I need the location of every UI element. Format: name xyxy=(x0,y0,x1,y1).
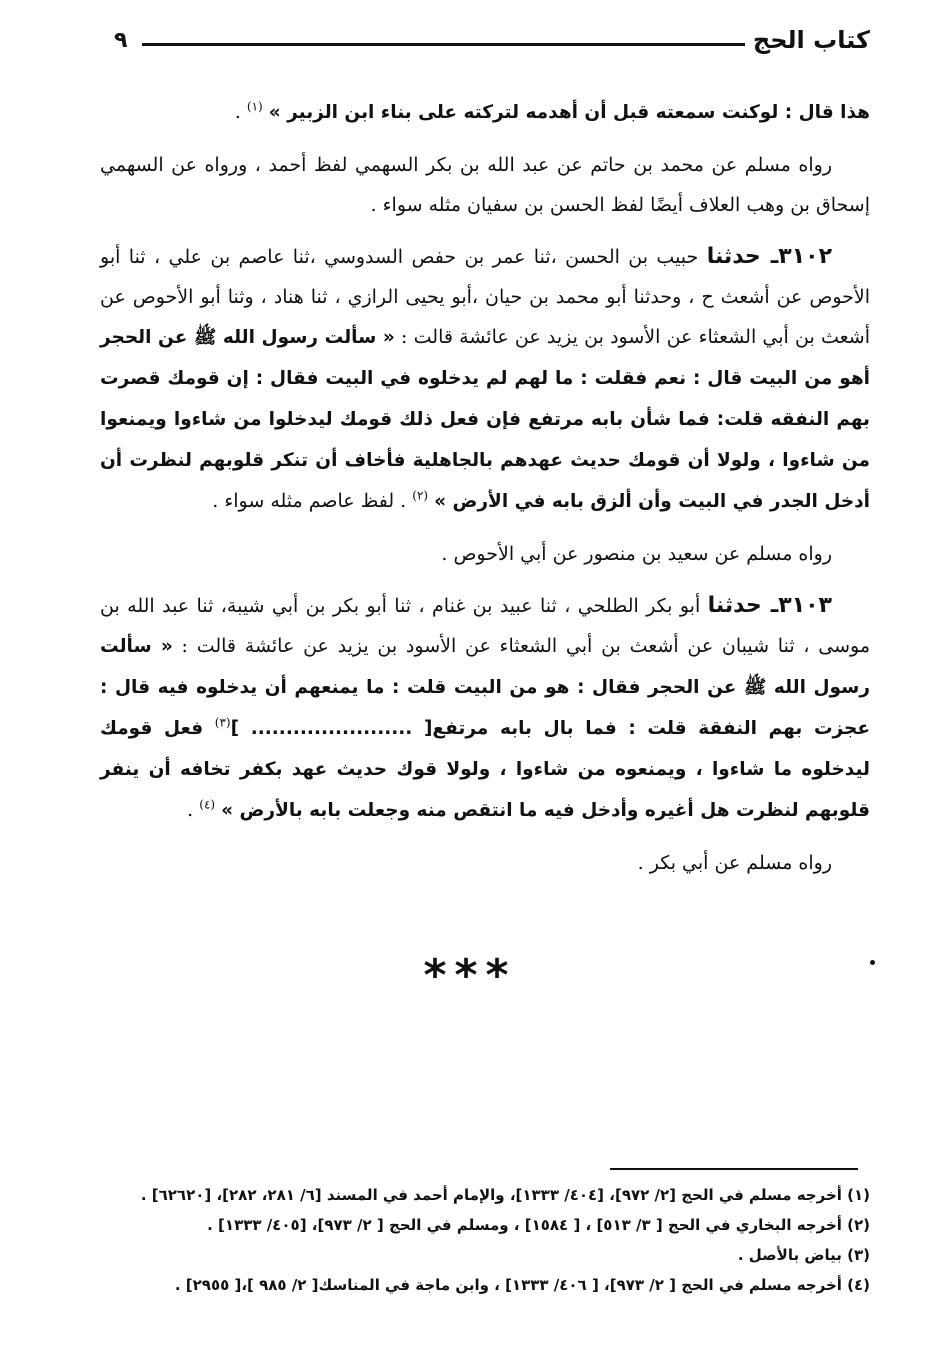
page-header xyxy=(100,26,870,66)
section-divider-stars: *** xyxy=(423,950,517,1001)
footnote-2: (٢) أخرجه البخاري في الحج [ ٣/ ٥١٣] ، [ ١٥٨٤] ، ومسلم في الحج [ ٢/ ٩٧٣]، [٤٠٥/ ١٣٣٣] . xyxy=(207,1216,870,1234)
header-rule xyxy=(142,43,745,46)
paragraph-1 xyxy=(100,92,870,133)
hadith-3103-end: . xyxy=(187,799,194,821)
hadith-3102-matn: « سألت رسول الله ﷺ عن الحجر أهو من البيت قال : نعم فقلت : ما لهم لم يدخلوه في البيت فقال : إن قومك قصرت بهم النفقه قلت: فما شأن بابه مرتفع فإن فعل ذلك قومك ليدخلوا من شاءوا ويمنعوا من شاءوا ، ولولا أن قومك حديث عهدهم بالجاهلية فأخاف أن تنكر قلوبهم لنظرت أن أدخل الجدر في البيت وأن ألزق بابه في الأرض » xyxy=(100,327,870,512)
footnote-3: (٣) بياض بالأصل . xyxy=(737,1246,870,1264)
paragraph-2: رواه مسلم عن محمد بن حاتم عن عبد الله بن بكر السهمي لفظ أحمد ، ورواه عن السهمي إسحاق بن وهب العلاف أيضًا لفظ الحسن بن سفيان مثله سواء . xyxy=(100,154,870,216)
hadith-3102-chain: حبيب بن الحسن ،ثنا عمر بن حفص السدوسي ،ثنا عاصم بن علي ، ثنا أبو الأحوص عن أشعث ح ، وحدثنا أبو محمد بن حيان ،أبو يحيى الرازي ، ثنا هناد ، وثنا أبو الأحوص عن أشعث بن أبي الشعثاء عن الأسود بن يزيد عن عائشة قالت : xyxy=(100,246,870,348)
paragraph-1-end: . xyxy=(234,101,241,123)
footnotes xyxy=(100,1180,870,1300)
hadith-3102-end: . لفظ عاصم مثله سواء . xyxy=(212,490,407,512)
hadith-number-3102: ٣١٠٢ـ حدثنا xyxy=(706,244,833,269)
footnote-ref-4: (٤) xyxy=(199,797,216,812)
footnote-ref-2: (٢) xyxy=(412,488,429,503)
hadith-3103-chain: أبو بكر الطلحي ، ثنا عبيد بن غنام ، ثنا أبو بكر بن أبي شيبة، ثنا عبد الله بن موسى ، ثنا شيبان عن أشعث بن أبي الشعثاء عن الأسود بن يزيد عن عائشة قالت : xyxy=(100,595,871,657)
footnote-1: (١) أخرجه مسلم في الحج [٢/ ٩٧٢]، [٤٠٤/ ١٣٣٣]، والإمام أحمد في المسند [٦/ ٢٨١، ٢٨٢]، [٦٢٦٢٠] . xyxy=(140,1186,870,1204)
footnote-ref-1: (١) xyxy=(246,99,263,114)
chapter-title: كتاب الحج xyxy=(752,26,870,54)
quote-end: هذا قال : لوكنت سمعته قبل أن أهدمه لتركته على بناء ابن الزبير » xyxy=(268,102,870,123)
hadith-3103-matn-a: « سألت رسول الله ﷺ عن الحجر فقال : هو من البيت قلت : ما يمنعهم أن يدخلوه فيه قال : عجزت بهم النفقة قلت : فما بال بابه مرتفع[ ....................... ] xyxy=(100,636,871,739)
hadith-3103 xyxy=(100,586,870,831)
hadith-3103-matn-b: فعل قومك ليدخلوه ما شاءوا ، ويمنعوه من شاءوا ، ولولا قوك حديث عهد بكفر تخافه أن ينفر قلوبهم لنظرت هل أغيره وأدخل فيه ما انتقص منه وجعلت بابه بالأرض » xyxy=(100,718,870,821)
paragraph-4: رواه مسلم عن أبي بكر . xyxy=(637,852,832,874)
footnote-rule xyxy=(610,1168,858,1170)
footnote-4: (٤) أخرجه مسلم في الحج [ ٢/ ٩٧٣]، [ ٤٠٦/ ١٣٣٣] ، وابن ماجة في المناسك[ ٢/ ٩٨٥ ]،[ ٢٩٥٥] . xyxy=(174,1276,870,1294)
main-text xyxy=(100,92,870,895)
hadith-3102 xyxy=(100,237,870,522)
page-number: ٩ xyxy=(114,28,128,53)
footnote-ref-3: (٣) xyxy=(214,715,231,730)
paragraph-3: رواه مسلم عن سعيد بن منصور عن أبي الأحوص . xyxy=(441,543,832,565)
stray-dot xyxy=(870,960,875,965)
hadith-number-3103: ٣١٠٣ـ حدثنا xyxy=(707,593,832,618)
